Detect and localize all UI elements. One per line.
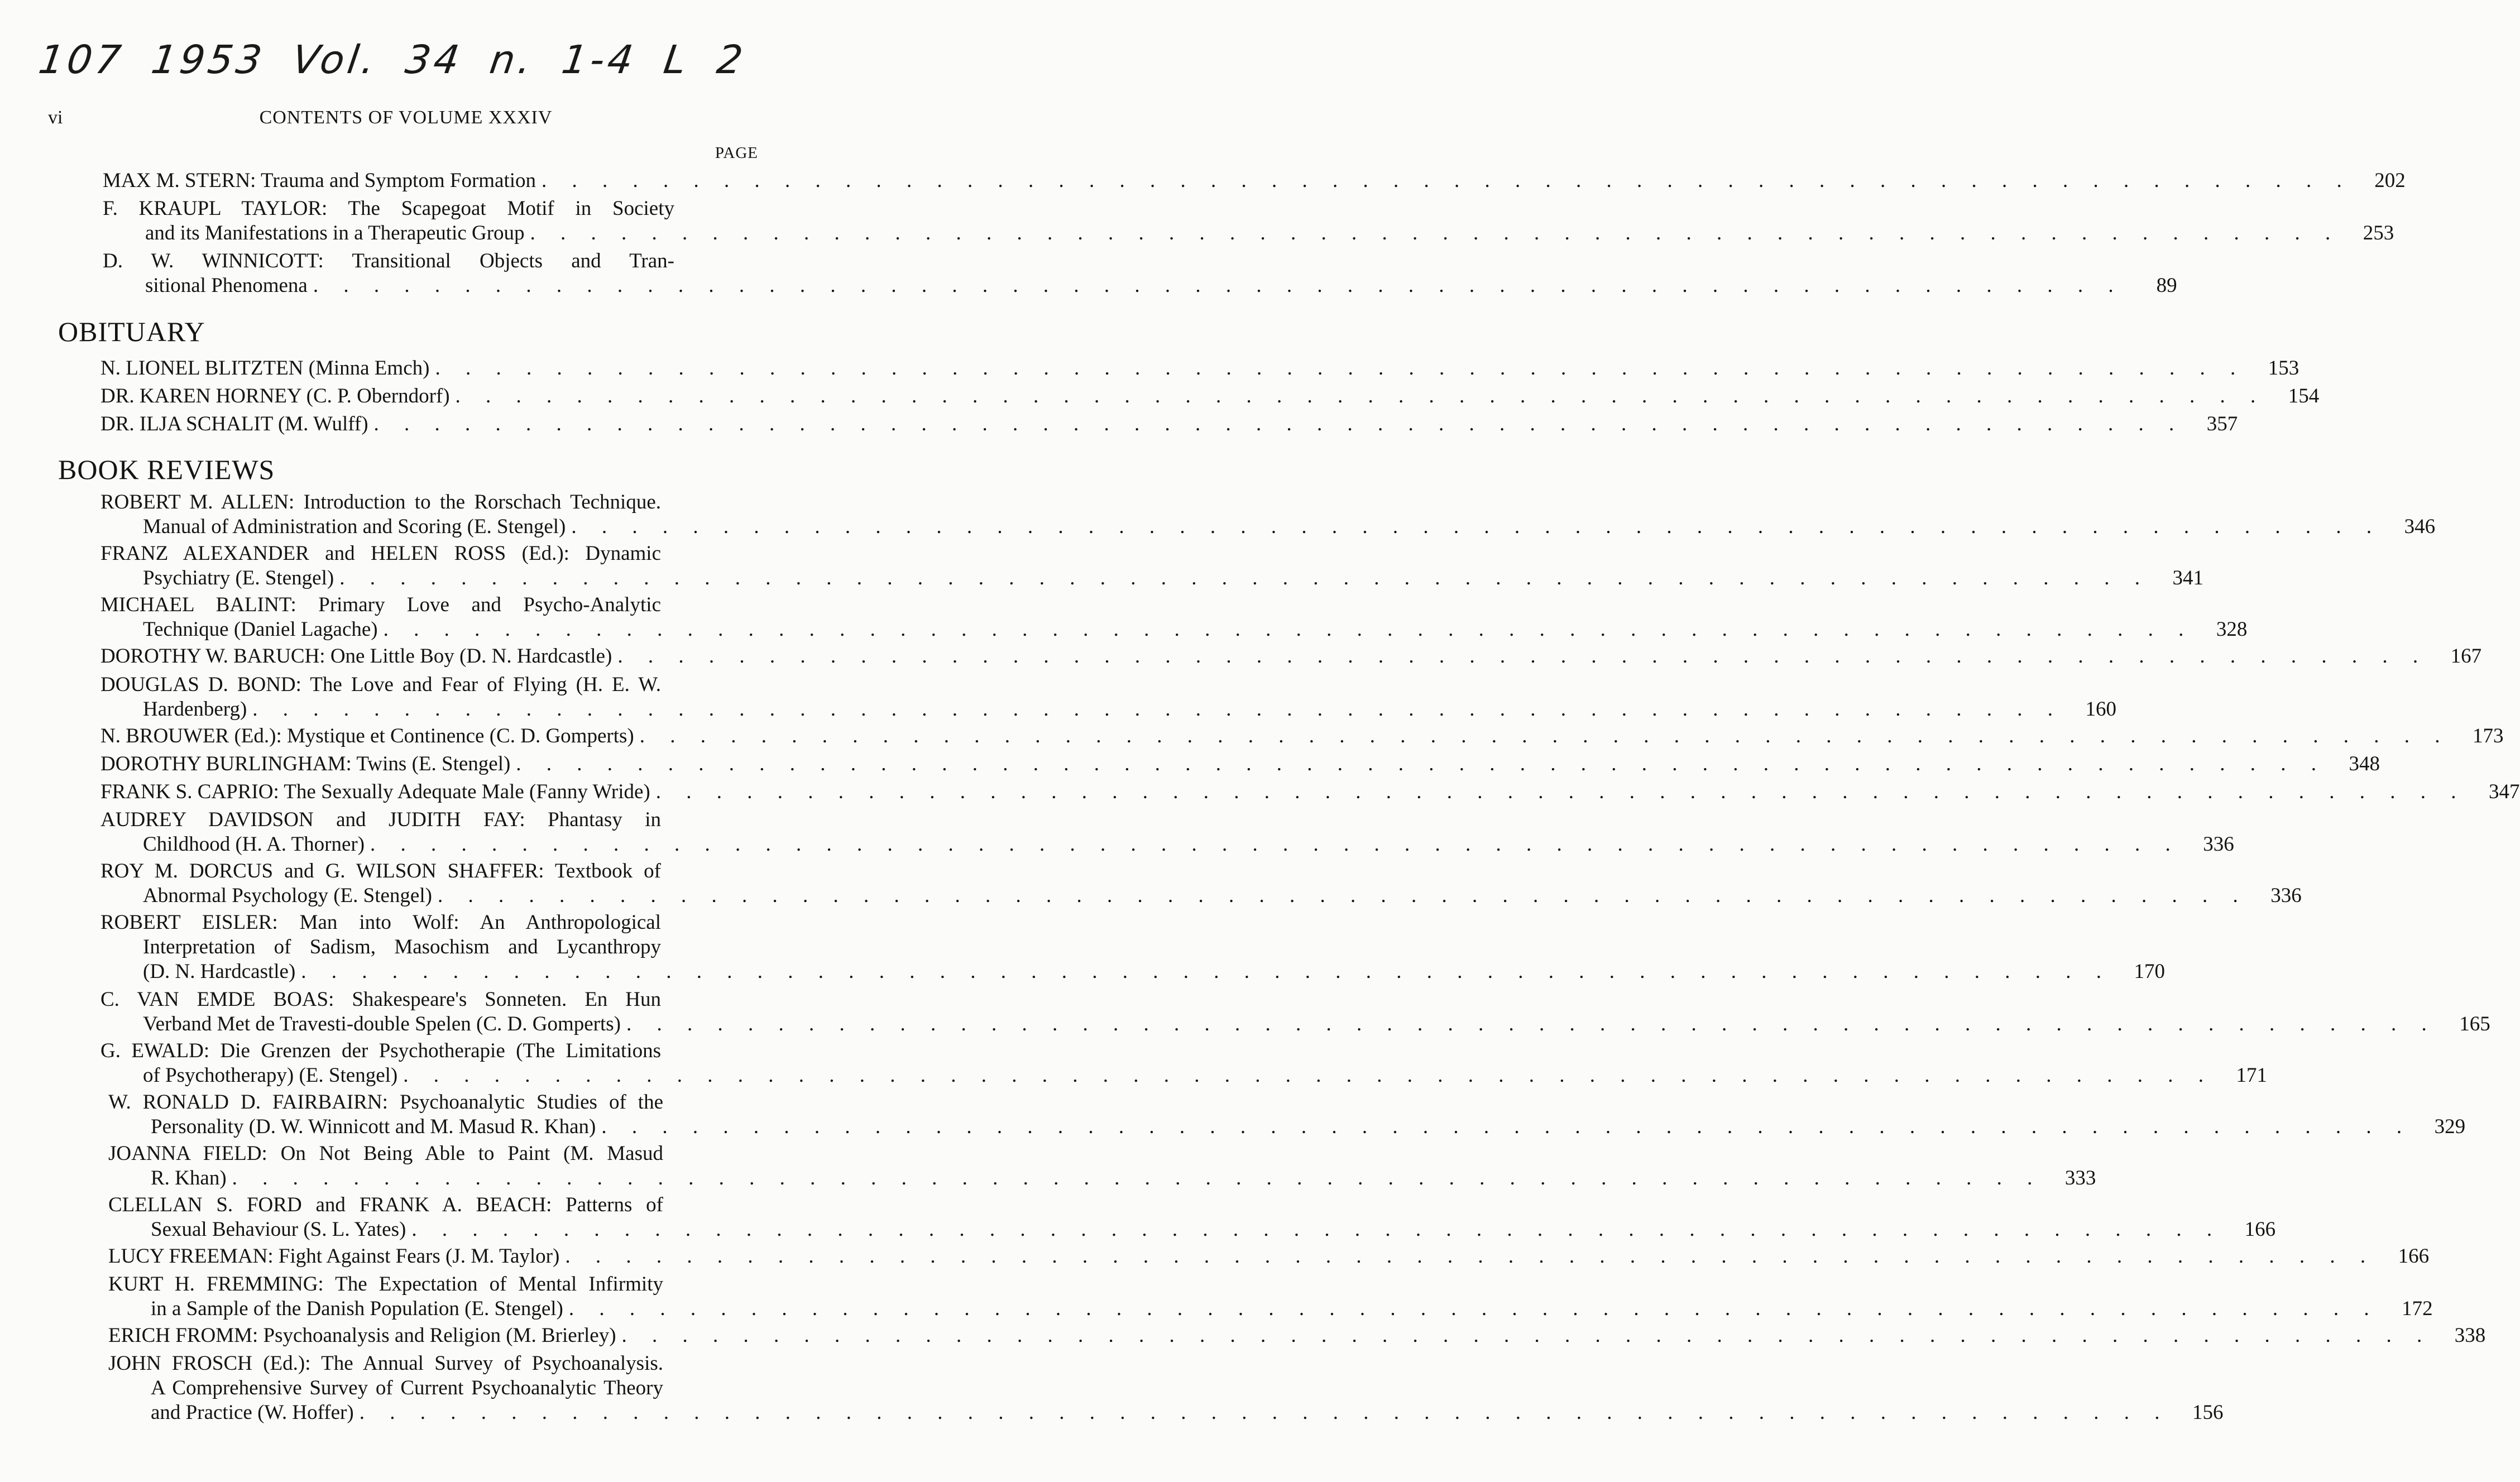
dot-leader: . . . . . . . . . . . . . . . . . . . . . . . . . . . . . . . . . . . . . . . . . . . . . . . . . . . . . . . . . . . . xyxy=(252,698,2063,721)
dot-leader: . . . . . . . . . . . . . . . . . . . . . . . . . . . . . . . . . . . . . . . . . . . . . . . . . . . . . . . . . . . . xyxy=(373,413,2184,435)
toc-entry xyxy=(100,541,2203,591)
entry-text-line: D. W. WINNICOTT: Transitional Objects and Tran- xyxy=(103,250,674,272)
page-column-label: PAGE xyxy=(715,144,758,162)
entry-text-line: KURT H. FREMMING: The Expectation of Mental Infirmity xyxy=(108,1273,663,1296)
entry-text-line: N. BROUWER (Ed.): Mystique et Continence (C. D. Gomperts) xyxy=(100,725,634,747)
toc-entry xyxy=(100,644,2482,669)
toc-entry xyxy=(100,490,2436,539)
entry-text-line: DOUGLAS D. BOND: The Love and Fear of Flying (H. E. W. xyxy=(100,673,661,696)
dot-leader: . . . . . . . . . . . . . . . . . . . . . . . . . . . . . . . . . . . . . . . . . . . . . . . . . . . . . . . . . . . . xyxy=(411,1218,2222,1241)
dot-leader: . . . . . . . . . . . . . . . . . . . . . . . . . . . . . . . . . . . . . . . . . . . . . . . . . . . . . . . . . . . . xyxy=(571,515,2382,538)
dot-leader: . . . . . . . . . . . . . . . . . . . . . . . . . . . . . . . . . . . . . . . . . . . . . . . . . . . . . . . . . . . . xyxy=(383,618,2194,641)
page-number: 329 xyxy=(2434,1115,2466,1138)
entry-text-line: Interpretation of Sadism, Masochism and Lycanthropy xyxy=(143,936,661,958)
page-number: 166 xyxy=(2244,1218,2276,1241)
entry-text-line: DR. KAREN HORNEY (C. P. Oberndorf) xyxy=(100,385,450,407)
dot-leader: . . . . . . . . . . . . . . . . . . . . . . . . . . . . . . . . . . . . . . . . . . . . . . . . . . . . . . . . . . . . xyxy=(403,1064,2214,1087)
toc-entry xyxy=(103,169,2406,193)
entry-text-line: W. RONALD D. FAIRBAIRN: Psychoanalytic Studies of the xyxy=(108,1091,663,1114)
entry-text-line: C. VAN EMDE BOAS: Shakespeare's Sonneten. En Hun xyxy=(100,988,661,1011)
page-number: 202 xyxy=(2374,169,2406,192)
page-number: 166 xyxy=(2398,1245,2430,1268)
page-number: 89 xyxy=(2156,274,2177,297)
entry-text-line: DOROTHY W. BARUCH: One Little Boy (D. N. Hardcastle) xyxy=(100,645,612,668)
entry-text-line: Manual of Administration and Scoring (E. Stengel) xyxy=(143,515,566,538)
page-number: 333 xyxy=(2064,1167,2096,1190)
entry-text-line: AUDREY DAVIDSON and JUDITH FAY: Phantasy in xyxy=(100,808,661,831)
page-number: 347 xyxy=(2489,780,2520,803)
page-number: 172 xyxy=(2402,1297,2433,1320)
dot-leader: . . . . . . . . . . . . . . . . . . . . . . . . . . . . . . . . . . . . . . . . . . . . . . . . . . . . . . . . . . . . xyxy=(617,645,2428,668)
entry-text-line: and its Manifestations in a Therapeutic Group xyxy=(145,222,525,244)
section-title-obituary: OBITUARY xyxy=(58,316,205,347)
page-number: 156 xyxy=(2192,1401,2224,1424)
entry-text-line: Childhood (H. A. Thorner) xyxy=(143,833,365,856)
running-head-title: CONTENTS OF VOLUME XXXIV xyxy=(259,107,553,128)
dot-leader: . . . . . . . . . . . . . . . . . . . . . . . . . . . . . . . . . . . . . . . . . . . . . . . . . . . . . . . . . . . . xyxy=(626,1013,2437,1035)
toc-entry xyxy=(100,356,2299,381)
toc-entry xyxy=(108,1142,2096,1191)
dot-leader: . . . . . . . . . . . . . . . . . . . . . . . . . . . . . . . . . . . . . . . . . . . . . . . . . . . . . . . . . . . . xyxy=(232,1167,2043,1190)
dot-leader: . . . . . . . . . . . . . . . . . . . . . . . . . . . . . . . . . . . . . . . . . . . . . . . . . . . . . . . . . . . . xyxy=(435,357,2246,380)
toc-entry xyxy=(108,1323,2486,1348)
toc-entry xyxy=(100,1039,2267,1088)
entry-text-line: ERICH FROMM: Psychoanalysis and Religion (M. Brierley) xyxy=(108,1324,616,1347)
entry-text-line: R. Khan) xyxy=(151,1167,227,1190)
entry-text-line: F. KRAUPL TAYLOR: The Scapegoat Motif in Society xyxy=(103,197,674,220)
page-number: 336 xyxy=(2270,884,2302,907)
toc-entry xyxy=(108,1244,2430,1269)
page-number: 160 xyxy=(2085,698,2117,721)
dot-leader: . . . . . . . . . . . . . . . . . . . . . . . . . . . . . . . . . . . . . . . . . . . . . . . . . . . . . . . . . . . . xyxy=(542,169,2352,192)
dot-leader: . . . . . . . . . . . . . . . . . . . . . . . . . . . . . . . . . . . . . . . . . . . . . . . . . . . . . . . . . . . . xyxy=(516,752,2327,775)
page-number: 328 xyxy=(2216,618,2248,641)
toc-entry xyxy=(100,673,2117,722)
entry-text-line: MICHAEL BALINT: Primary Love and Psycho-Analytic xyxy=(100,593,661,616)
entry-text-line: sitional Phenomena xyxy=(145,274,308,297)
entry-text-line: ROBERT EISLER: Man into Wolf: An Anthropological xyxy=(100,911,661,934)
page-number: 153 xyxy=(2268,357,2299,380)
toc-entry xyxy=(103,249,2177,298)
page-number: 170 xyxy=(2134,960,2166,983)
entry-text-line: G. EWALD: Die Grenzen der Psychotherapie (The Limitations xyxy=(100,1039,661,1062)
entry-text-line: A Comprehensive Survey of Current Psychoanalytic Theory xyxy=(151,1377,663,1399)
section-title-book-reviews: BOOK REVIEWS xyxy=(58,454,275,485)
page-number: 167 xyxy=(2450,645,2482,668)
dot-leader: . . . . . . . . . . . . . . . . . . . . . . . . . . . . . . . . . . . . . . . . . . . . . . . . . . . . . . . . . . . . xyxy=(301,960,2112,983)
page-number: 357 xyxy=(2206,413,2238,435)
entry-text-line: (D. N. Hardcastle) xyxy=(143,960,296,983)
dot-leader: . . . . . . . . . . . . . . . . . . . . . . . . . . . . . . . . . . . . . . . . . . . . . . . . . . . . . . . . . . . . xyxy=(655,780,2466,803)
dot-leader: . . . . . . . . . . . . . . . . . . . . . . . . . . . . . . . . . . . . . . . . . . . . . . . . . . . . . . . . . . . . xyxy=(455,385,2266,407)
dot-leader: . . . . . . . . . . . . . . . . . . . . . . . . . . . . . . . . . . . . . . . . . . . . . . . . . . . . . . . . . . . . xyxy=(359,1401,2170,1424)
dot-leader: . . . . . . . . . . . . . . . . . . . . . . . . . . . . . . . . . . . . . . . . . . . . . . . . . . . . . . . . . . . . xyxy=(621,1324,2432,1347)
entry-text-line: Psychiatry (E. Stengel) xyxy=(143,567,334,589)
toc-entry xyxy=(103,196,2394,246)
dot-leader: . . . . . . . . . . . . . . . . . . . . . . . . . . . . . . . . . . . . . . . . . . . . . . . . . . . . . . . . . . . . xyxy=(370,833,2181,856)
entry-text-line: FRANZ ALEXANDER and HELEN ROSS (Ed.): Dynamic xyxy=(100,542,661,565)
entry-text-line: in a Sample of the Danish Population (E. Stengel) xyxy=(151,1297,563,1320)
entry-text-line: FRANK S. CAPRIO: The Sexually Adequate Male (Fanny Wride) xyxy=(100,780,650,803)
page-number: 253 xyxy=(2363,222,2394,244)
page-number: 171 xyxy=(2236,1064,2267,1087)
toc-entry xyxy=(108,1272,2433,1321)
dot-leader: . . . . . . . . . . . . . . . . . . . . . . . . . . . . . . . . . . . . . . . . . . . . . . . . . . . . . . . . . . . . xyxy=(639,725,2450,747)
entry-text-line: DOROTHY BURLINGHAM: Twins (E. Stengel) xyxy=(100,752,511,775)
page-number: 338 xyxy=(2454,1324,2486,1347)
toc-entry xyxy=(100,910,2166,984)
entry-text-line: of Psychotherapy) (E. Stengel) xyxy=(143,1064,398,1087)
entry-text-line: Personality (D. W. Winnicott and M. Masud R. Khan) xyxy=(151,1115,596,1138)
page-number: 165 xyxy=(2459,1013,2490,1035)
page-folio: vi xyxy=(48,107,63,128)
entry-text-line: MAX M. STERN: Trauma and Symptom Formation xyxy=(103,169,536,192)
entry-text-line: Abnormal Psychology (E. Stengel) xyxy=(143,884,432,907)
entry-text-line: LUCY FREEMAN: Fight Against Fears (J. M. Taylor) xyxy=(108,1245,560,1268)
entry-text-line: Technique (Daniel Lagache) xyxy=(143,618,378,641)
toc-entry xyxy=(108,1090,2466,1139)
entry-text-line: Sexual Behaviour (S. L. Yates) xyxy=(151,1218,406,1241)
dot-leader: . . . . . . . . . . . . . . . . . . . . . . . . . . . . . . . . . . . . . . . . . . . . . . . . . . . . . . . . . . . . xyxy=(339,567,2150,589)
running-head xyxy=(0,107,812,130)
entry-text-line: CLELLAN S. FORD and FRANK A. BEACH: Patterns of xyxy=(108,1193,663,1216)
entry-text-line: Hardenberg) xyxy=(143,698,247,721)
page-number: 341 xyxy=(2172,567,2203,589)
toc-entry xyxy=(108,1351,2224,1425)
page-number: 348 xyxy=(2349,752,2380,775)
dot-leader: . . . . . . . . . . . . . . . . . . . . . . . . . . . . . . . . . . . . . . . . . . . . . . . . . . . . . . . . . . . . xyxy=(530,222,2341,244)
page-number: 336 xyxy=(2203,833,2234,856)
dot-leader: . . . . . . . . . . . . . . . . . . . . . . . . . . . . . . . . . . . . . . . . . . . . . . . . . . . . . . . . . . . . xyxy=(565,1245,2376,1268)
entry-text-line: and Practice (W. Hoffer) xyxy=(151,1401,354,1424)
entry-text-line: ROY M. DORCUS and G. WILSON SHAFFER: Textbook of xyxy=(100,860,661,883)
entry-text-line: Verband Met de Travesti-double Spelen (C. D. Gomperts) xyxy=(143,1013,621,1035)
entry-text-line: DR. ILJA SCHALIT (M. Wulff) xyxy=(100,413,368,435)
entry-text-line: JOHN FROSCH (Ed.): The Annual Survey of Psychoanalysis. xyxy=(108,1352,663,1375)
dot-leader: . . . . . . . . . . . . . . . . . . . . . . . . . . . . . . . . . . . . . . . . . . . . . . . . . . . . . . . . . . . . xyxy=(437,884,2248,907)
page-number: 154 xyxy=(2288,385,2320,407)
toc-entry xyxy=(100,987,2490,1037)
toc-entry xyxy=(100,724,2504,749)
handwritten-shelf-note: 107 1953 Vol. 34 n. 1-4 L 2 xyxy=(36,37,749,83)
entry-text-line: ROBERT M. ALLEN: Introduction to the Rorschach Technique. xyxy=(100,491,661,514)
entry-text-line: N. LIONEL BLITZTEN (Minna Emch) xyxy=(100,357,430,380)
dot-leader: . . . . . . . . . . . . . . . . . . . . . . . . . . . . . . . . . . . . . . . . . . . . . . . . . . . . . . . . . . . . xyxy=(568,1297,2379,1320)
toc-entry xyxy=(100,384,2320,409)
dot-leader: . . . . . . . . . . . . . . . . . . . . . . . . . . . . . . . . . . . . . . . . . . . . . . . . . . . . . . . . . . . . xyxy=(601,1115,2412,1138)
toc-entry xyxy=(100,593,2248,642)
dot-leader: . . . . . . . . . . . . . . . . . . . . . . . . . . . . . . . . . . . . . . . . . . . . . . . . . . . . . . . . . . . . xyxy=(313,274,2124,297)
toc-entry xyxy=(100,808,2234,857)
toc-entry xyxy=(100,859,2302,908)
page-number: 173 xyxy=(2472,725,2504,747)
toc-entry xyxy=(100,780,2520,804)
toc-entry xyxy=(108,1193,2276,1242)
page-number: 346 xyxy=(2404,515,2436,538)
toc-entry xyxy=(100,752,2380,776)
toc-entry xyxy=(100,412,2238,437)
entry-text-line: JOANNA FIELD: On Not Being Able to Paint (M. Masud xyxy=(108,1142,663,1165)
